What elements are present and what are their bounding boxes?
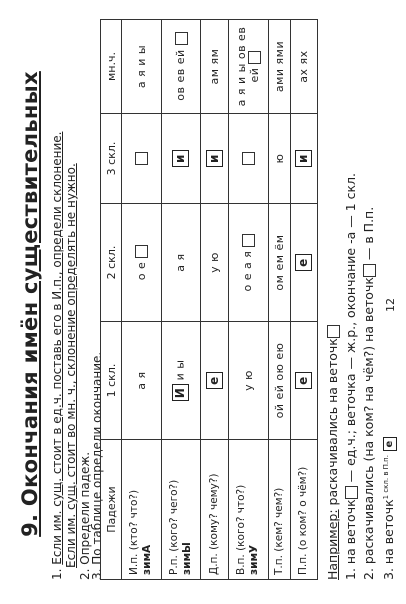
ending-text: и ы xyxy=(173,359,187,381)
ending-cell xyxy=(161,114,201,204)
ending-cell: ам ям xyxy=(201,20,228,114)
ending-text: о е xyxy=(134,261,148,281)
boxed-ending: и xyxy=(172,150,189,167)
case-cell xyxy=(161,440,201,580)
case-label: П.п. (о ком? о чём?) xyxy=(297,466,310,575)
example-step-3 xyxy=(378,437,397,580)
case-label: Р.п. (кого? чего?) xyxy=(167,479,180,575)
empty-box-icon xyxy=(363,264,376,277)
example-step-3-note: 1 скл. в П.п. xyxy=(382,455,390,500)
ending-cell xyxy=(201,114,228,204)
ending-cell: у ю xyxy=(201,204,228,322)
ending-cell xyxy=(122,204,162,322)
empty-box-icon xyxy=(248,51,261,64)
ending-text: о е а я xyxy=(241,250,255,292)
case-cell xyxy=(290,440,317,580)
table-row xyxy=(201,20,228,580)
empty-box-icon xyxy=(242,234,255,247)
case-label: В.п. (кого? что?) xyxy=(235,484,248,575)
example-step-2 xyxy=(360,207,377,580)
example-step-1-text: 1. на веточк xyxy=(343,499,358,580)
page-title: 9. Окончания имён существительных xyxy=(18,71,42,537)
example-label: Например: xyxy=(325,509,340,580)
case-cell xyxy=(201,440,228,580)
ending-cell: ю xyxy=(268,114,290,204)
instruction-3: 3. По таблице определи окончание. xyxy=(90,351,104,580)
ending-cell xyxy=(290,114,317,204)
header-decl1: 1 скл. xyxy=(101,322,122,440)
ending-cell: а я xyxy=(122,322,162,440)
ending-cell xyxy=(290,322,317,440)
boxed-ending: е xyxy=(295,372,312,389)
table-row xyxy=(122,20,162,580)
example-heading xyxy=(324,325,341,580)
ending-cell: а я xyxy=(161,204,201,322)
empty-box-icon xyxy=(327,325,340,338)
ending-text: ов ев ей xyxy=(174,49,188,101)
instruction-1-num: 1. xyxy=(50,564,64,580)
empty-box-icon xyxy=(135,152,148,165)
case-example: зимЫ xyxy=(180,542,193,575)
instruction-2: 2. Определи падеж. xyxy=(78,451,92,580)
table-header-row xyxy=(101,20,122,580)
boxed-ending: е xyxy=(206,372,223,389)
ending-cell: ой ей ою ею xyxy=(268,322,290,440)
example-step-2-rest: — в П.п. xyxy=(361,206,376,265)
ending-cell: ах ях xyxy=(290,20,317,114)
ending-cell: ом ем ём xyxy=(268,204,290,322)
case-label: И.п. (кто? что?) xyxy=(128,489,141,575)
ending-cell xyxy=(161,322,201,440)
case-cell xyxy=(268,440,290,580)
header-plural: мн.ч. xyxy=(101,20,122,114)
ending-cell: ами ями xyxy=(268,20,290,114)
case-example: зимА xyxy=(141,544,154,575)
example-phrase: раскачивались на веточк xyxy=(325,338,340,510)
empty-box-icon xyxy=(135,245,148,258)
case-endings-table xyxy=(100,19,318,580)
ending-cell xyxy=(228,204,268,322)
boxed-ending: И xyxy=(172,384,189,401)
page-number: 12 xyxy=(384,298,397,312)
ending-cell: у ю xyxy=(228,322,268,440)
case-label: Д.п. (кому? чему?) xyxy=(207,473,220,575)
ending-cell xyxy=(161,20,201,114)
ending-cell xyxy=(290,204,317,322)
case-cell xyxy=(122,440,162,580)
ending-cell xyxy=(228,114,268,204)
ending-cell xyxy=(201,322,228,440)
empty-box-icon xyxy=(242,152,255,165)
instruction-1 xyxy=(50,132,65,580)
empty-box-icon xyxy=(175,32,188,45)
example-step-1-rest: — ед.ч.; веточка — ж.р., окончание -а — 1 скл. xyxy=(343,172,358,487)
boxed-ending: е xyxy=(383,437,397,451)
boxed-ending: и xyxy=(295,150,312,167)
case-label: Т.п. (кем? чем?) xyxy=(272,487,285,575)
ending-cell xyxy=(228,20,268,114)
case-cell xyxy=(228,440,268,580)
empty-box-icon xyxy=(345,486,358,499)
instruction-1-line2 xyxy=(64,163,79,568)
instruction-1-line2-text: Если им. сущ. стоит во мн. ч., склонение определять не нужно. xyxy=(64,163,78,568)
boxed-ending: е xyxy=(295,254,312,271)
case-example: зимУ xyxy=(248,544,261,575)
example-step-1 xyxy=(342,173,359,580)
ending-cell: а я и ы xyxy=(122,20,162,114)
example-step-3-text: 3. на веточк xyxy=(381,499,397,580)
boxed-ending: и xyxy=(206,150,223,167)
instruction-1-text: Если им. сущ. стоит в ед.ч. поставь его в И.п., определи склонение. xyxy=(50,131,64,565)
ending-text: а я и ы ов ев ей xyxy=(234,26,261,107)
header-decl2: 2 скл. xyxy=(101,204,122,322)
header-case: Падежи xyxy=(101,440,122,580)
table-row xyxy=(268,20,290,580)
ending-cell xyxy=(122,114,162,204)
header-decl3: 3 скл. xyxy=(101,114,122,204)
table-row xyxy=(161,20,201,580)
table-row xyxy=(228,20,268,580)
example-step-2-text: 2. раскачивались (на ком? на чём?) на веточк xyxy=(361,277,376,580)
table-row xyxy=(290,20,317,580)
